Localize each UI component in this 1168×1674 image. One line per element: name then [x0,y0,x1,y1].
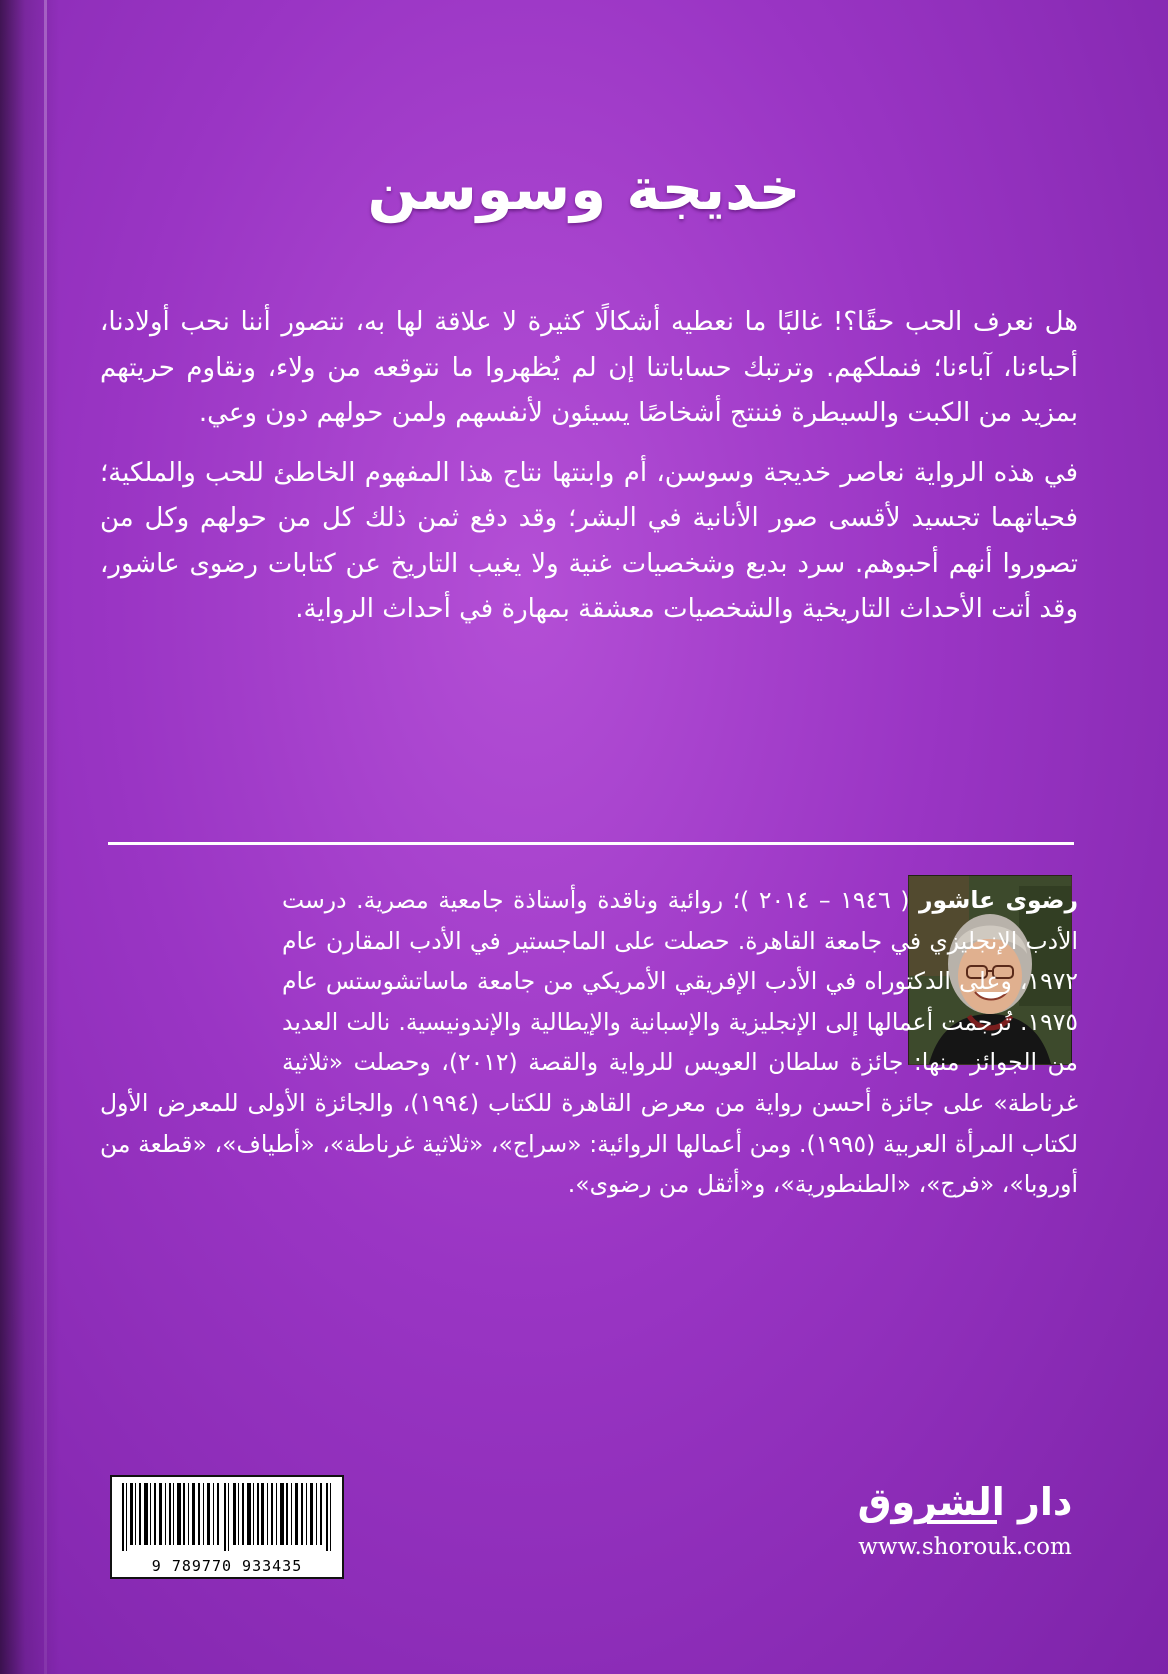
barcode-bars-icon [120,1483,334,1551]
synopsis-paragraph-1: هل نعرف الحب حقًا؟! غالبًا ما نعطيه أشكالًا كثيرة لا علاقة لها به، نتصور أننا نحب أولادنا، أحباءنا، آباءنا؛ فنملكهم. وترتبك حساباتنا إن لم يُظهروا ما نتوقعه من ولاء، ونقاوم حريتهم بمزيد من الكبت والسيطرة فننتج أشخاصًا يسيئون لأنفسهم ولمن حولهم دون وعي. [100,307,1078,428]
author-bio-text: ( ١٩٤٦ – ٢٠١٤ )؛ روائية وناقدة وأستاذة جامعية مصرية. درست الأدب الإنجليزي في جامعة القاهرة. حصلت على الماجستير في الأدب المقارن عام ١٩٧٢، وعلى الدكتوراه في الأدب الإفريقي الأمريكي من جامعة ماساتشوستس عام ١٩٧٥. تُرجمت أعمالها إلى الإنجليزية والإسبانية والإيطالية والإندونيسية. نالت العديد من الجوائز منها: جائزة سلطان العويس للرواية والقصة (٢٠١٢)، وحصلت «ثلاثية غرناطة» على جائزة أحسن رواية من معرض القاهرة للكتاب (١٩٩٤)، والجائزة الأولى للمعرض الأول لكتاب المرأة العربية (١٩٩٥). ومن أعمالها الروائية: «سراج»، «ثلاثية غرناطة»، «أطياف»، «قطعة من أوروبا»، «فرج»، «الطنطورية»، و«أثقل من رضوى». [100,886,1078,1199]
publisher-url: www.shorouk.com [858,1534,1072,1560]
synopsis [100,300,1078,647]
book-title: خديجة وسوسن [367,155,801,223]
spine-crease [44,0,47,1674]
synopsis-paragraph-2: في هذه الرواية نعاصر خديجة وسوسن، أم وابنتها نتاج هذا المفهوم الخاطئ للحب والملكية؛ فحياتهما تجسيد لأقسى صور الأنانية في البشر؛ وقد دفع ثمن ذلك كل من حولهم وكل من تصوروا أنهم أحبوهم. سرد بديع وشخصيات غنية ولا يغيب التاريخ عن كتابات رضوى عاشور، وقد أتت الأحداث التاريخية والشخصيات معشقة بمهارة في أحداث الرواية. [100,457,1078,624]
author-bio [100,880,1078,1205]
publisher-block [855,1478,1075,1560]
publisher-logo: دار الشروق [857,1480,1073,1524]
barcode-digits: 9 789770 933435 [151,1557,303,1575]
section-divider [108,842,1074,845]
isbn-barcode [110,1475,344,1579]
author-name: رضوى عاشور [918,886,1078,914]
